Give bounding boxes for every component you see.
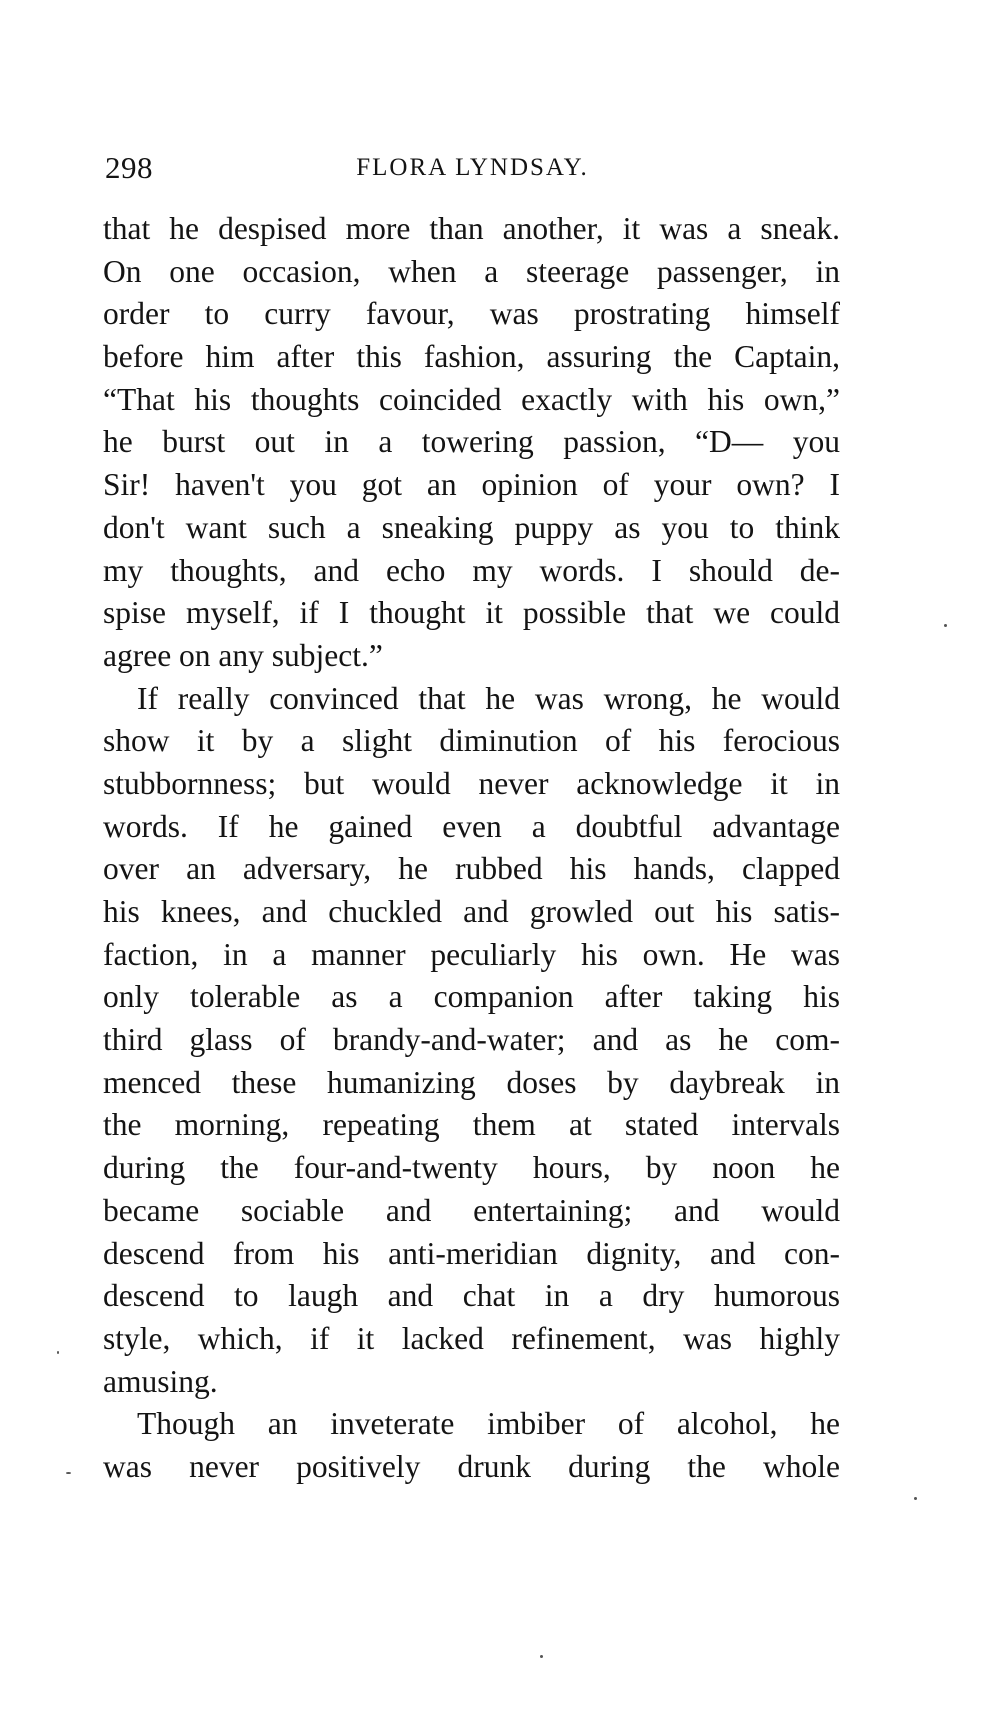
paper-speck: [914, 1497, 917, 1500]
running-title: FLORA LYNDSAY.: [356, 154, 589, 181]
page-number: 298: [105, 150, 153, 185]
text-line: during the four-and-twenty hours, by noon he: [103, 1150, 840, 1186]
text-line: menced these humanizing doses by daybreak in: [103, 1064, 840, 1100]
text-line: Sir! haven't you got an opinion of your own? I: [103, 467, 840, 503]
paper-speck: [66, 1472, 71, 1474]
text-line: third glass of brandy-and-water; and as he com-: [103, 1022, 840, 1058]
page-header: [105, 148, 840, 188]
text-line: my thoughts, and echo my words. I should de-: [103, 552, 840, 588]
text-line: agree on any subject.”: [103, 637, 383, 673]
text-line: the morning, repeating them at stated intervals: [103, 1107, 840, 1143]
paragraph-first-line: If really convinced that he was wrong, he would: [137, 680, 840, 716]
text-line: that he despised more than another, it was a sneak.: [103, 211, 840, 246]
paper-speck: [57, 1351, 59, 1354]
text-line: over an adversary, he rubbed his hands, clapped: [103, 851, 840, 887]
text-line: descend to laugh and chat in a dry humorous: [103, 1278, 840, 1314]
text-line: words. If he gained even a doubtful advantage: [103, 808, 840, 844]
text-line: he burst out in a towering passion, “D— you: [103, 424, 840, 460]
text-line: was never positively drunk during the whole: [103, 1448, 840, 1484]
text-line: style, which, if it lacked refinement, was highly: [103, 1320, 840, 1356]
text-line: became sociable and entertaining; and would: [103, 1192, 840, 1228]
paper-speck: [944, 624, 947, 627]
text-line: amusing.: [103, 1363, 218, 1399]
text-line: descend from his anti-meridian dignity, and con-: [103, 1235, 840, 1271]
text-line: faction, in a manner peculiarly his own. He was: [103, 936, 840, 972]
text-line: stubbornness; but would never acknowledge it in: [103, 765, 840, 801]
paper-speck: [540, 1655, 543, 1658]
text-line: before him after this fashion, assuring the Captain,: [103, 339, 840, 375]
text-line: only tolerable as a companion after taking his: [103, 979, 840, 1015]
text-line: don't want such a sneaking puppy as you to think: [103, 509, 840, 545]
text-line: spise myself, if I thought it possible that we could: [103, 595, 840, 631]
text-line: show it by a slight diminution of his ferocious: [103, 723, 840, 759]
text-line: his knees, and chuckled and growled out his satis-: [103, 894, 840, 929]
text-line: On one occasion, when a steerage passenger, in: [103, 253, 840, 289]
text-line: order to curry favour, was prostrating himself: [103, 296, 840, 332]
body-text: [103, 208, 840, 1489]
text-line: “That his thoughts coincided exactly with his own,”: [103, 381, 840, 417]
paragraph-first-line: Though an inveterate imbiber of alcohol, he: [137, 1406, 840, 1442]
